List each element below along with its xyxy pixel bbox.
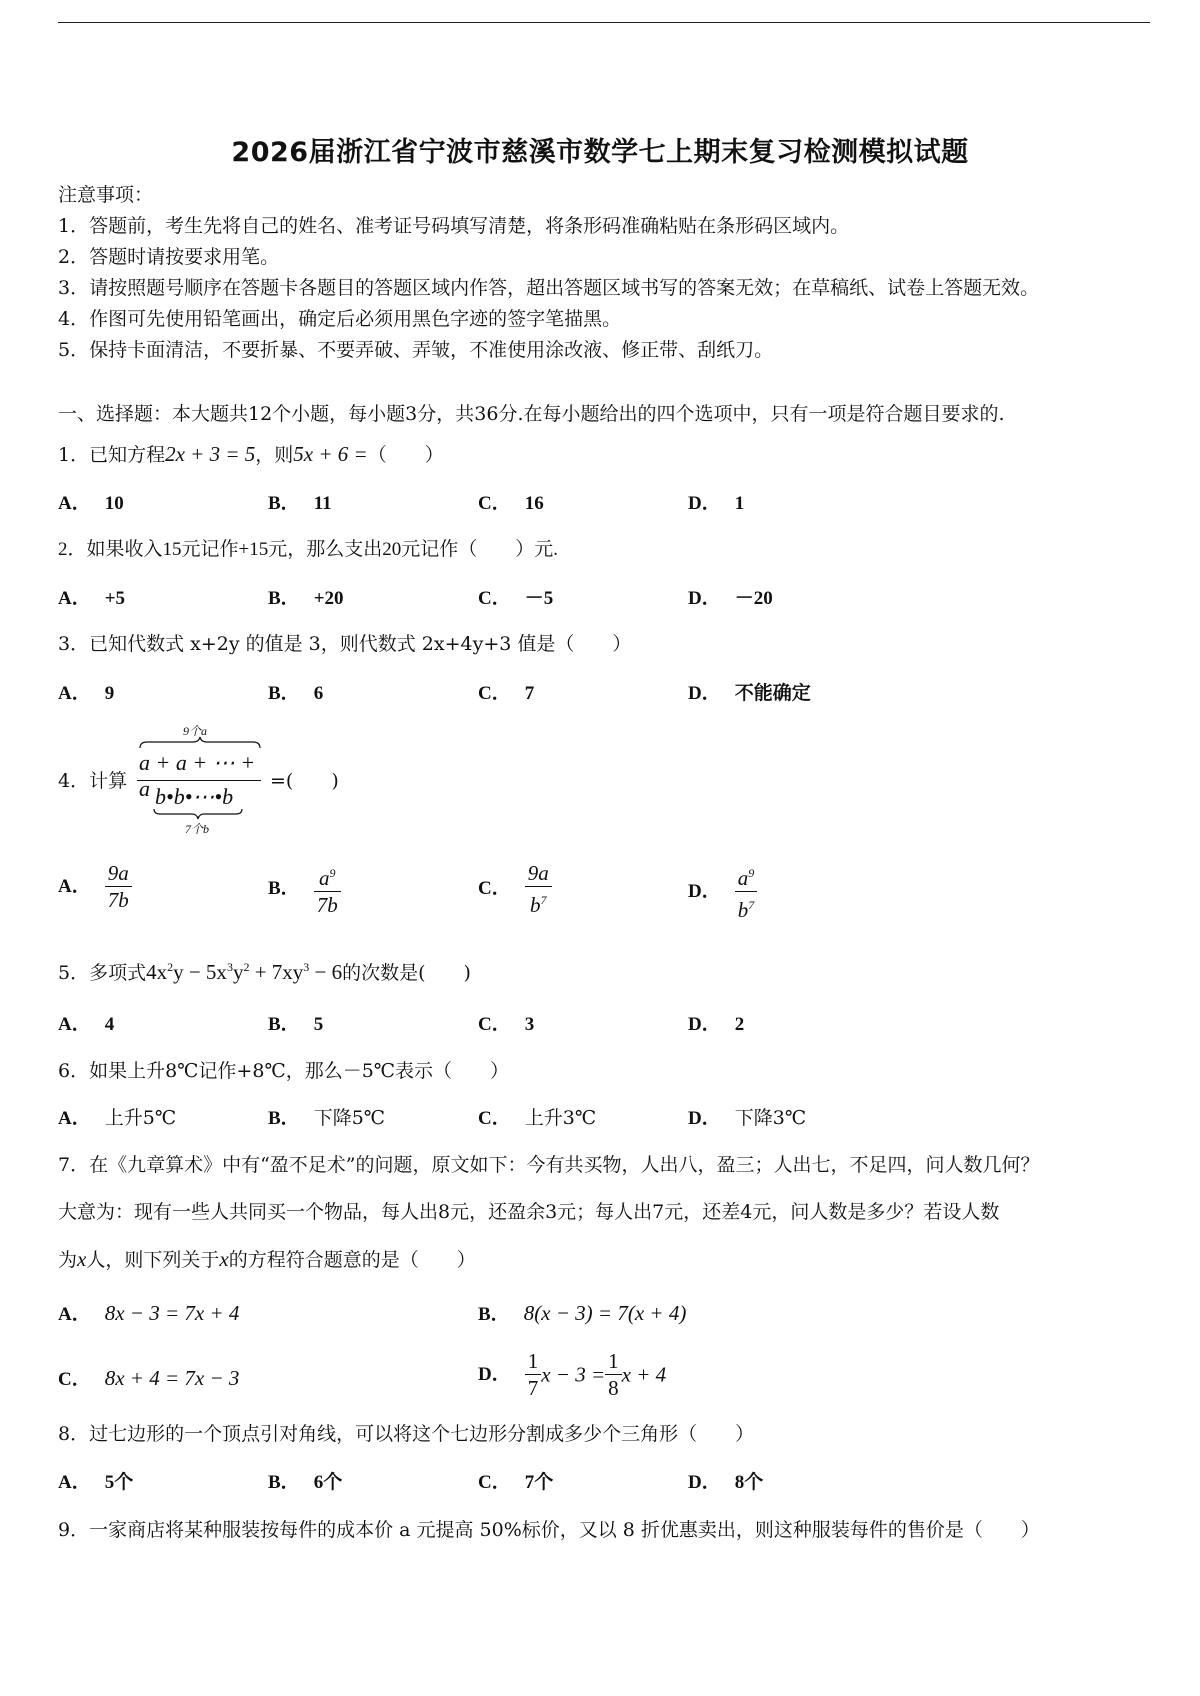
q7-option-d[interactable]: D． $\frac{1}{7}$ x − 3 = $\frac{1}{8}$ x + 4 xyxy=(478,1349,667,1400)
question-9: 9．一家商店将某种服装按每件的成本价 a 元提高 50%标价，又以 8 折优惠卖出，则这种服装每件的售价是（ ） xyxy=(58,1519,1040,1541)
q3-option-a[interactable]: A． 9 xyxy=(58,683,115,704)
q1-equation: 2x + 3 = 5 xyxy=(165,442,256,466)
page-title: 2026届浙江省宁波市慈溪市数学七上期末复习检测模拟试题 xyxy=(231,137,969,168)
question-8: 8．过七边形的一个顶点引对角线，可以将这个七边形分割成多少个三角形（ ） xyxy=(58,1423,755,1445)
q6-option-a[interactable]: A． 上升5℃ xyxy=(58,1107,177,1129)
q4-numerator: a + a + ⋯ + a xyxy=(139,750,256,801)
q4-option-b[interactable]: B． $\frac{a^9}{7b}$ xyxy=(268,860,341,920)
q2-option-c[interactable]: C． －5 xyxy=(478,588,554,609)
q5-polynomial: $4x^2y - 5x^3y^2 + 7xy^3 - 6$ xyxy=(146,960,343,984)
q4-fraction xyxy=(135,722,265,836)
question-7-line-3: 为x人，则下列关于x的方程符合题意的是（ ） xyxy=(58,1247,476,1271)
notice-heading: 注意事项： xyxy=(58,184,154,206)
q3-option-b[interactable]: B． 6 xyxy=(268,683,324,704)
q4-stem: 4．计算 xyxy=(58,770,128,792)
q4-option-d[interactable]: D． $\frac{a^9}{b^7}$ xyxy=(688,860,757,920)
question-5 xyxy=(58,955,471,985)
q4-option-a[interactable]: A． $\frac{9a}{7b}$ xyxy=(58,860,132,920)
q1-option-b[interactable]: B． 11 xyxy=(268,493,332,514)
notice-item: 3．请按照题号顺序在答题卡各题目的答题区域内作答，超出答题区域书写的答案无效；在草稿纸、试卷上答题无效。 xyxy=(58,277,1040,299)
q4-bottom-brace xyxy=(153,808,243,820)
q1-stem-mid: ，则 xyxy=(255,444,294,466)
q2-option-b[interactable]: B． +20 xyxy=(268,588,344,609)
question-7-line-1: 7．在《九章算术》中有“盈不足术”的问题，原文如下：今有共买物，人出八，盈三；人出七，不足四，问人数几何？ xyxy=(58,1154,1040,1176)
q1-option-d[interactable]: D． 1 xyxy=(688,493,745,514)
question-2: 2．如果收入15元记作+15元，那么支出20元记作（ ）元. xyxy=(58,539,558,560)
q8-option-d[interactable]: D． 8个 xyxy=(688,1472,764,1493)
q4-top-label: 9个a xyxy=(183,724,208,738)
q6-option-b[interactable]: B． 下降5℃ xyxy=(268,1107,386,1129)
q1-option-a[interactable]: A． 10 xyxy=(58,493,124,514)
q5-blank: 的次数是( ) xyxy=(342,962,471,984)
q6-option-c[interactable]: C． 上升3℃ xyxy=(478,1107,597,1129)
notice-item: 5．保持卡面清洁，不要折暴、不要弄破、弄皱，不准使用涂改液、修正带、刮纸刀。 xyxy=(58,339,774,361)
question-7-line-2: 大意为：现有一些人共同买一个物品，每人出8元，还盈余3元；每人出7元，还差4元，问人数是多少？若设人数 xyxy=(58,1201,1000,1223)
q4-bottom-label: 7个b xyxy=(185,822,210,836)
q5-option-b[interactable]: B． 5 xyxy=(268,1014,324,1035)
q8-option-c[interactable]: C． 7个 xyxy=(478,1472,554,1493)
q1-stem: 1．已知方程 xyxy=(58,444,166,466)
q1-option-c[interactable]: C． 16 xyxy=(478,493,544,514)
q8-option-b[interactable]: B． 6个 xyxy=(268,1472,343,1493)
q5-option-a[interactable]: A． 4 xyxy=(58,1014,115,1035)
header-rule xyxy=(58,22,1150,23)
q2-option-d[interactable]: D． －20 xyxy=(688,588,773,609)
notice-item: 1．答题前，考生先将自己的姓名、准考证号码填写清楚，将条形码准确粘贴在条形码区域内。 xyxy=(58,215,850,237)
q3-option-c[interactable]: C． 7 xyxy=(478,683,535,704)
notice-item: 4．作图可先使用铅笔画出，确定后必须用黑色字迹的签字笔描黑。 xyxy=(58,308,622,330)
q3-option-d[interactable]: D． 不能确定 xyxy=(688,683,811,704)
q4-denominator: b•b•⋯•b xyxy=(155,784,234,809)
q4-fraction-bar xyxy=(137,780,261,781)
q7-option-c[interactable]: C． 8x + 4 = 7x − 3 xyxy=(58,1366,240,1390)
q4-option-c[interactable]: C． $\frac{9a}{b^7}$ xyxy=(478,860,552,920)
question-3: 3．已知代数式 x+2y 的值是 3，则代数式 2x+4y+3 值是（ ） xyxy=(58,633,632,655)
question-1 xyxy=(58,442,444,467)
q5-option-d[interactable]: D． 2 xyxy=(688,1014,745,1035)
notice-item: 2．答题时请按要求用笔。 xyxy=(58,246,280,268)
question-6: 6．如果上升8℃记作+8℃，那么－5℃表示（ ） xyxy=(58,1060,510,1082)
q2-option-a[interactable]: A． +5 xyxy=(58,588,126,609)
q7-option-b[interactable]: B． 8(x − 3) = 7(x + 4) xyxy=(478,1301,687,1325)
q5-stem: 5．多项式 xyxy=(58,962,147,984)
q1-expression: 5x + 6 = xyxy=(293,442,368,466)
q5-option-c[interactable]: C． 3 xyxy=(478,1014,535,1035)
q7-option-a[interactable]: A． 8x − 3 = 7x + 4 xyxy=(58,1301,240,1325)
section-heading: 一、选择题：本大题共12个小题，每小题3分，共36分.在每小题给出的四个选项中，只有一项是符合题目要求的. xyxy=(58,403,1005,425)
q6-option-d[interactable]: D． 下降3℃ xyxy=(688,1107,807,1129)
q1-blank: （ ） xyxy=(367,444,444,466)
q8-option-a[interactable]: A． 5个 xyxy=(58,1472,134,1493)
q4-blank: =( ) xyxy=(270,770,339,792)
q4-top-brace xyxy=(139,736,261,750)
